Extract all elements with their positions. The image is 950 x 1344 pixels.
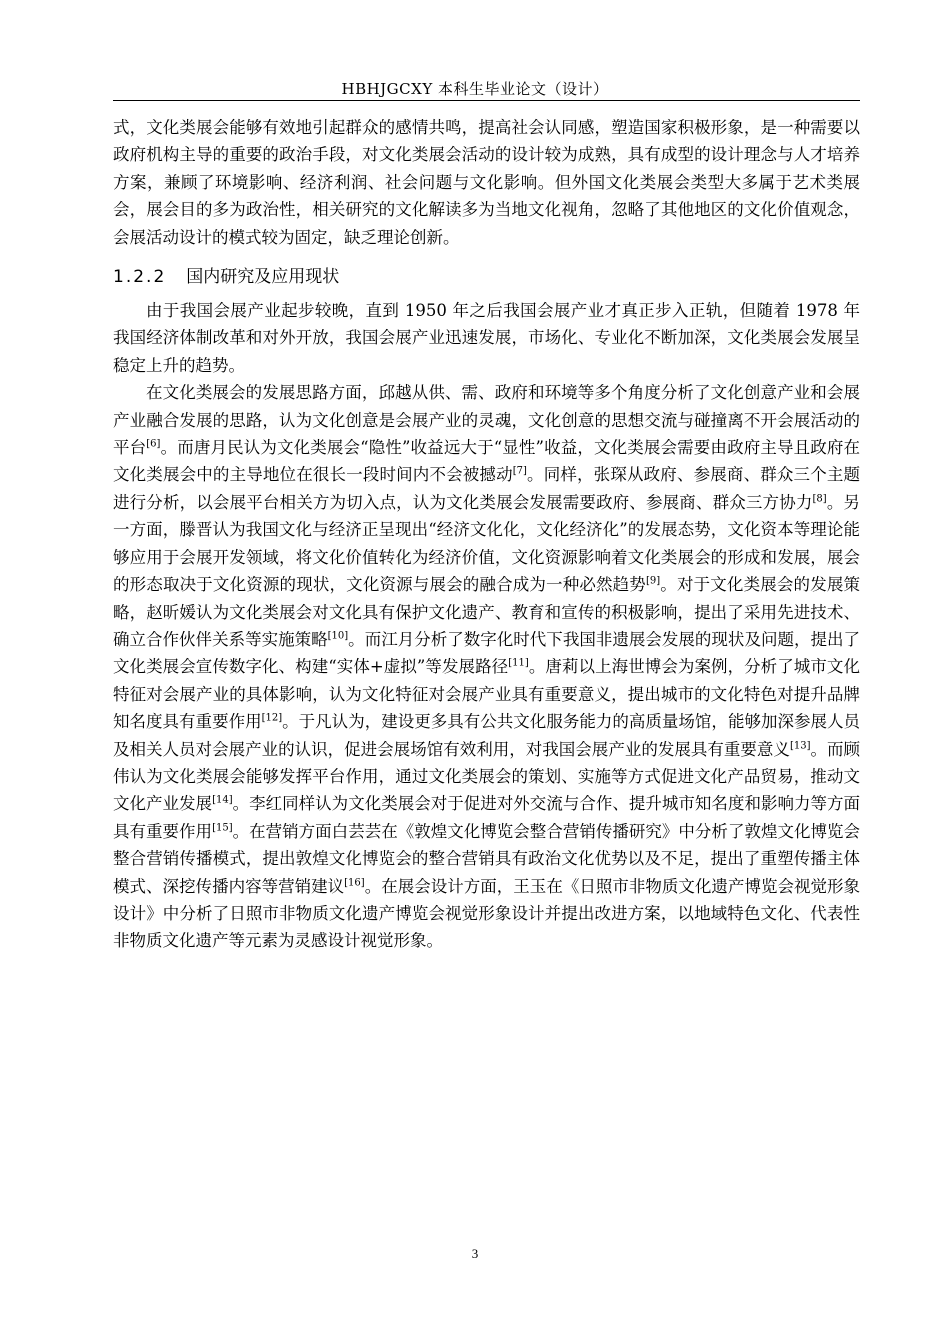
citation-7: [7] <box>512 465 527 477</box>
text-run: 。而顾伟认为文化类展会能够发挥平台作用，通过文化类展会的策划、实施等方式促进文化产品贸易，推动文文化产业发展 <box>113 739 861 814</box>
citation-14: [14] <box>212 794 233 806</box>
citation-8: [8] <box>812 493 827 505</box>
text-run: 。同样，张琛从政府、参展商、群众三个主题进行分析，以会展平台相关方为切入点，认为文化类展会发展需要政府、参展商、群众三方协力 <box>113 465 861 512</box>
page-header-title: HBHJGCXY 本科生毕业论文（设计） <box>341 80 609 98</box>
citation-15: [15] <box>212 822 233 834</box>
text-run: 。唐莉以上海世博会为案例，分析了城市文化特征对会展产业的具体影响，认为文化特征对会展产业具有重要意义，提出城市的文化特色对提升品牌知名度具有重要作用 <box>113 657 860 732</box>
text-run: 。在展会设计方面，王玉在《日照市非物质文化遗产博览会视觉形象设计》中分析了日照市非物质文化遗产博览会视觉形象设计并提出改进方案，以地域特色文化、代表性非物质文化遗产等元素为灵感设计视觉形象。 <box>113 876 861 951</box>
text-run: 。于凡认为，建设更多具有公共文化服务能力的高质量场馆，能够加深参展人员及相关人员对会展产业的认识，促进会展场馆有效利用，对我国会展产业的发展具有重要意义 <box>113 712 861 759</box>
section-title: 国内研究及应用现状 <box>186 267 340 288</box>
citation-6: [6] <box>146 438 161 450</box>
text-run: 。李红同样认为文化类展会对于促进对外交流与合作、提升城市知名度和影响力等方面具有重要作用 <box>113 794 861 841</box>
header-divider <box>113 100 860 101</box>
citation-13: [13] <box>789 740 811 752</box>
section-heading <box>113 263 860 291</box>
citation-11: [11] <box>508 657 529 669</box>
citation-9: [9] <box>645 575 661 587</box>
page-number: 3 <box>471 1246 479 1261</box>
text-run: 。另一方面，滕晋认为我国文化与经济正呈现出“经济文化化，文化经济化”的发展态势，文化资本等理论能够应用于会展开发领域，将文化价值转化为经济价值，文化资源影响着文化类展会的形成和发展，展会的形态取决于文化资源的现状，文化资源与展会的融合成为一种必然趋势 <box>113 492 861 595</box>
text-run: 。对于文化类展会的发展策略，赵昕媛认为文化类展会对文化具有保护文化遗产、教育和宣传的积极影响，提出了采用先进技术、确立合作伙伴关系等实施策略 <box>113 575 861 649</box>
text-run: 。而江月分析了数字化时代下我国非遗展会发展的现状及问题，提出了文化类展会宣传数字化、构建“实体+虚拟”等发展路径 <box>113 629 861 677</box>
paragraph-3 <box>113 379 860 955</box>
citation-16: [16] <box>344 877 365 889</box>
text-run: 。在营销方面白芸芸在《敦煌文化博览会整合营销传播研究》中分析了敦煌文化博览会整合营销传播模式，提出敦煌文化博览会的整合营销具有政治文化优势以及不足，提出了重塑传播主体模式、深挖传播内容等营销建议 <box>113 821 861 896</box>
text-run: 。而唐月民认为文化类展会“隐性”收益远大于“显性”收益，文化类展会需要由政府主导且政府在文化类展会中的主导地位在很长一段时间内不会被撼动 <box>113 438 860 485</box>
citation-12: [12] <box>261 712 283 724</box>
paragraph-2: 由于我国会展产业起步较晚，直到 1950 年之后我国会展产业才真正步入正轨，但随着 1978 年我国经济体制改革和对外开放，我国会展产业迅速发展，市场化、专业化不断加深，文化类展会发展呈稳定上升的趋势。 <box>113 301 860 375</box>
text-run: 在文化类展会的发展思路方面，邱越从供、需、政府和环境等多个角度分析了文化创意产业和会展产业融合发展的思路，认为文化创意是会展产业的灵魂，文化创意的思想交流与碰撞离不开会展活动的平台 <box>113 383 860 458</box>
section-number: 1.2.2 <box>113 267 167 288</box>
citation-10: [10] <box>327 630 349 642</box>
document-body <box>113 114 860 955</box>
paragraph-1: 式，文化类展会能够有效地引起群众的感情共鸣，提高社会认同感，塑造国家积极形象，是一种需要以政府机构主导的重要的政治手段，对文化类展会活动的设计较为成熟，具有成型的设计理念与人才培养方案，兼顾了环境影响、经济利润、社会问题与文化影响。但外国文化类展会类型大多属于艺术类展会，展会目的多为政治性，相关研究的文化解读多为当地文化视角，忽略了其他地区的文化价值观念，会展活动设计的模式较为固定，缺乏理论创新。 <box>113 118 860 247</box>
